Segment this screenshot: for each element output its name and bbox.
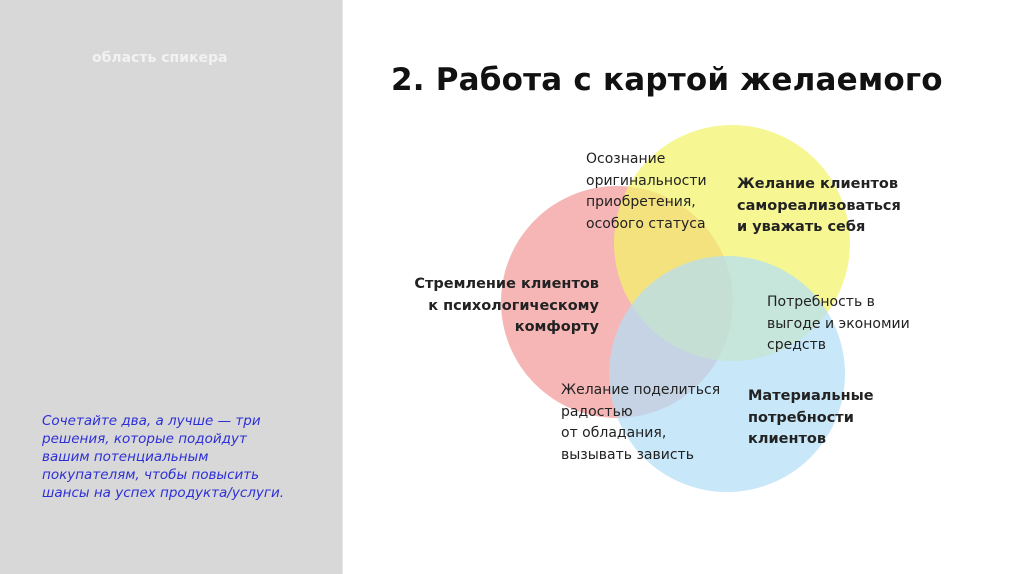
label-line: выгоде и экономии xyxy=(767,315,910,332)
label-red-main xyxy=(395,274,599,339)
speaker-area-title: область спикера xyxy=(92,50,228,66)
label-line: Материальные xyxy=(748,388,874,404)
label-line: вызывать зависть xyxy=(561,446,694,463)
label-line: приобретения, xyxy=(586,194,696,210)
label-line: средств xyxy=(767,337,826,353)
label-line: особого статуса xyxy=(586,215,706,232)
label-line: от обладания, xyxy=(561,425,667,441)
label-yellow-main xyxy=(737,174,901,239)
label-line: Потребность в xyxy=(767,294,875,310)
label-line: Желание клиентов xyxy=(737,176,899,192)
label-line: Осознание xyxy=(586,151,666,167)
label-line: к психологическому xyxy=(428,297,599,314)
label-line: радостью xyxy=(561,403,633,420)
label-line: клиентов xyxy=(748,431,827,447)
label-line: самореализоваться xyxy=(737,197,901,214)
label-line: и уважать себя xyxy=(737,219,866,235)
label-line: оригинальности xyxy=(586,172,707,189)
label-blue-main xyxy=(748,386,874,451)
label-line: Стремление клиентов xyxy=(414,276,599,292)
label-line: комфорту xyxy=(514,319,599,335)
label-yellow-blue-overlap xyxy=(767,292,910,357)
label-line: Желание поделиться xyxy=(561,382,721,398)
label-red-yellow-overlap xyxy=(586,149,707,235)
speaker-note: Сочетайте два, а лучше — три решения, которые подойдут вашим потенциальным покупателям, чтобы повысить шансы на успех продукта/услуги. xyxy=(42,413,285,501)
slide-title: 2. Работа с картой желаемого xyxy=(391,62,943,98)
label-line: потребности xyxy=(748,409,854,426)
label-red-blue-overlap xyxy=(561,380,720,466)
